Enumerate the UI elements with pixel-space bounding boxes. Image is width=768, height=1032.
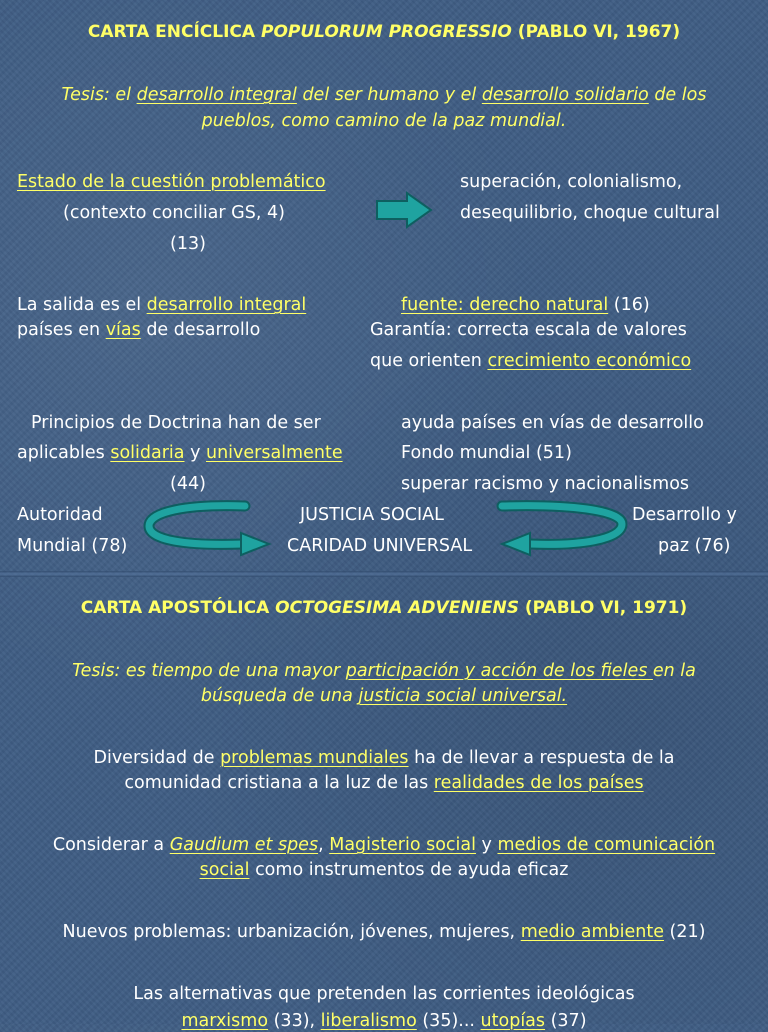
salida-line-1 [17, 294, 306, 316]
thesis-line-2 [0, 685, 768, 707]
nuevos-problemas [0, 921, 768, 943]
fuente-derecho-natural: fuente: derecho natural [401, 295, 609, 315]
justicia-social: JUSTICIA SOCIAL [300, 505, 444, 525]
principios-text: y [184, 443, 206, 463]
marxismo: marxismo [181, 1011, 269, 1031]
alternativas-text: (35)... [416, 1011, 481, 1031]
liberalismo: liberalismo [320, 1011, 417, 1031]
desarrollo-paz-line-2: paz (76) [658, 536, 731, 556]
thesis-line-1 [0, 660, 768, 682]
problemas-mundiales: problemas mundiales [220, 748, 409, 768]
diversidad-text: comunidad cristiana a la luz de las [124, 773, 434, 793]
salida-text: La salida es el [17, 295, 147, 315]
thesis-text: en la [652, 661, 696, 681]
alternativas-line-2 [0, 1010, 768, 1032]
autoridad-line-2: Mundial (78) [17, 536, 128, 556]
nuevos-text: Nuevos problemas: urbanización, jóvenes, mujeres, [62, 922, 521, 942]
thesis-line-2: pueblos, como camino de la paz mundial. [201, 111, 567, 131]
nuevos-text: (21) [663, 922, 706, 942]
considerar-text: Considerar a [52, 835, 170, 855]
slide-title [0, 21, 768, 43]
realidades-paises: realidades de los países [433, 773, 644, 793]
salida-line-2 [17, 319, 260, 341]
fuente-line [401, 294, 650, 316]
estado-ref: (13) [170, 234, 206, 254]
thesis-link-desarrollo-solidario: desarrollo solidario [481, 85, 649, 105]
right-arrow-icon [375, 191, 433, 229]
crecimiento-economico: crecimiento económico [487, 351, 692, 371]
title-document-name: POPULORUM PROGRESSIO [260, 22, 512, 42]
medios-comunicacion: medios de comunicación [497, 835, 716, 855]
gaudium-et-spes: Gaudium et spes [169, 835, 319, 855]
desarrollo-paz-line-1: Desarrollo y [632, 505, 737, 525]
diversidad-text: Diversidad de [93, 748, 221, 768]
fuente-ref: (16) [608, 295, 650, 315]
principios-universalmente: universalmente [205, 443, 343, 463]
orienten-text: que orienten [370, 351, 488, 371]
title-suffix: (PABLO VI, 1967) [511, 22, 681, 42]
curved-arrow-right-icon [498, 500, 628, 558]
principios-line-2 [17, 442, 343, 464]
ayuda-line: ayuda países en vías de desarrollo [401, 413, 704, 433]
estado-right-2: desequilibrio, choque cultural [460, 203, 720, 223]
thesis-text: de los [648, 85, 707, 105]
title-suffix: (PABLO VI, 1971) [518, 598, 688, 618]
medios-comunicacion-social: social [199, 860, 250, 880]
caridad-universal: CARIDAD UNIVERSAL [287, 536, 473, 556]
considerar-text: y [475, 835, 498, 855]
garantia-line: Garantía: correcta escala de valores [370, 320, 687, 340]
considerar-line-2 [0, 859, 768, 881]
racismo-line: superar racismo y nacionalismos [401, 474, 690, 494]
salida-text: países en [17, 320, 106, 340]
principios-text: aplicables [17, 443, 111, 463]
thesis-link-desarrollo-integral: desarrollo integral [136, 85, 297, 105]
title-prefix: CARTA ENCÍCLICA [87, 22, 261, 42]
diversidad-line-1 [0, 747, 768, 769]
thesis-link-justicia-social: justicia social universal. [358, 686, 568, 706]
considerar-text: , [318, 835, 330, 855]
salida-text: de desarrollo [140, 320, 261, 340]
estado-context: (contexto conciliar GS, 4) [63, 203, 285, 223]
utopias: utopías [480, 1011, 546, 1031]
diversidad-line-2 [0, 772, 768, 794]
medio-ambiente: medio ambiente [520, 922, 664, 942]
salida-desarrollo-integral: desarrollo integral [146, 295, 307, 315]
thesis-link-participacion: participación y acción de los fieles [345, 661, 653, 681]
title-prefix: CARTA APOSTÓLICA [80, 598, 276, 618]
considerar-text: como instrumentos de ayuda eficaz [249, 860, 569, 880]
principios-line-1: Principios de Doctrina han de ser [31, 413, 321, 433]
orienten-line [370, 350, 691, 372]
alternativas-text: (33), [268, 1011, 321, 1031]
autoridad-line-1: Autoridad [17, 505, 103, 525]
title-document-name: OCTOGESIMA ADVENIENS [275, 598, 519, 618]
alternativas-text: (37) [545, 1011, 587, 1031]
magisterio-social: Magisterio social [329, 835, 476, 855]
thesis-text: búsqueda de una [200, 686, 359, 706]
thesis-text: Tesis: es tiempo de una mayor [72, 661, 346, 681]
diversidad-text: ha de llevar a respuesta de la [408, 748, 675, 768]
estado-right-1: superación, colonialismo, [460, 172, 683, 192]
principios-ref: (44) [170, 474, 206, 494]
salida-vias: vías [105, 320, 141, 340]
principios-solidaria: solidaria [110, 443, 185, 463]
slide-title [0, 597, 768, 619]
thesis-text: Tesis: el [61, 85, 137, 105]
thesis-line-1 [0, 84, 768, 106]
curved-arrow-left-icon [145, 500, 275, 558]
estado-label: Estado de la cuestión problemático [17, 172, 326, 192]
slide-octogesima-adveniens [0, 577, 768, 1031]
fondo-line: Fondo mundial (51) [401, 443, 572, 463]
thesis-text: del ser humano y el [296, 85, 482, 105]
considerar-line-1 [0, 834, 768, 856]
alternativas-line-1: Las alternativas que pretenden las corrientes ideológicas [133, 984, 635, 1004]
